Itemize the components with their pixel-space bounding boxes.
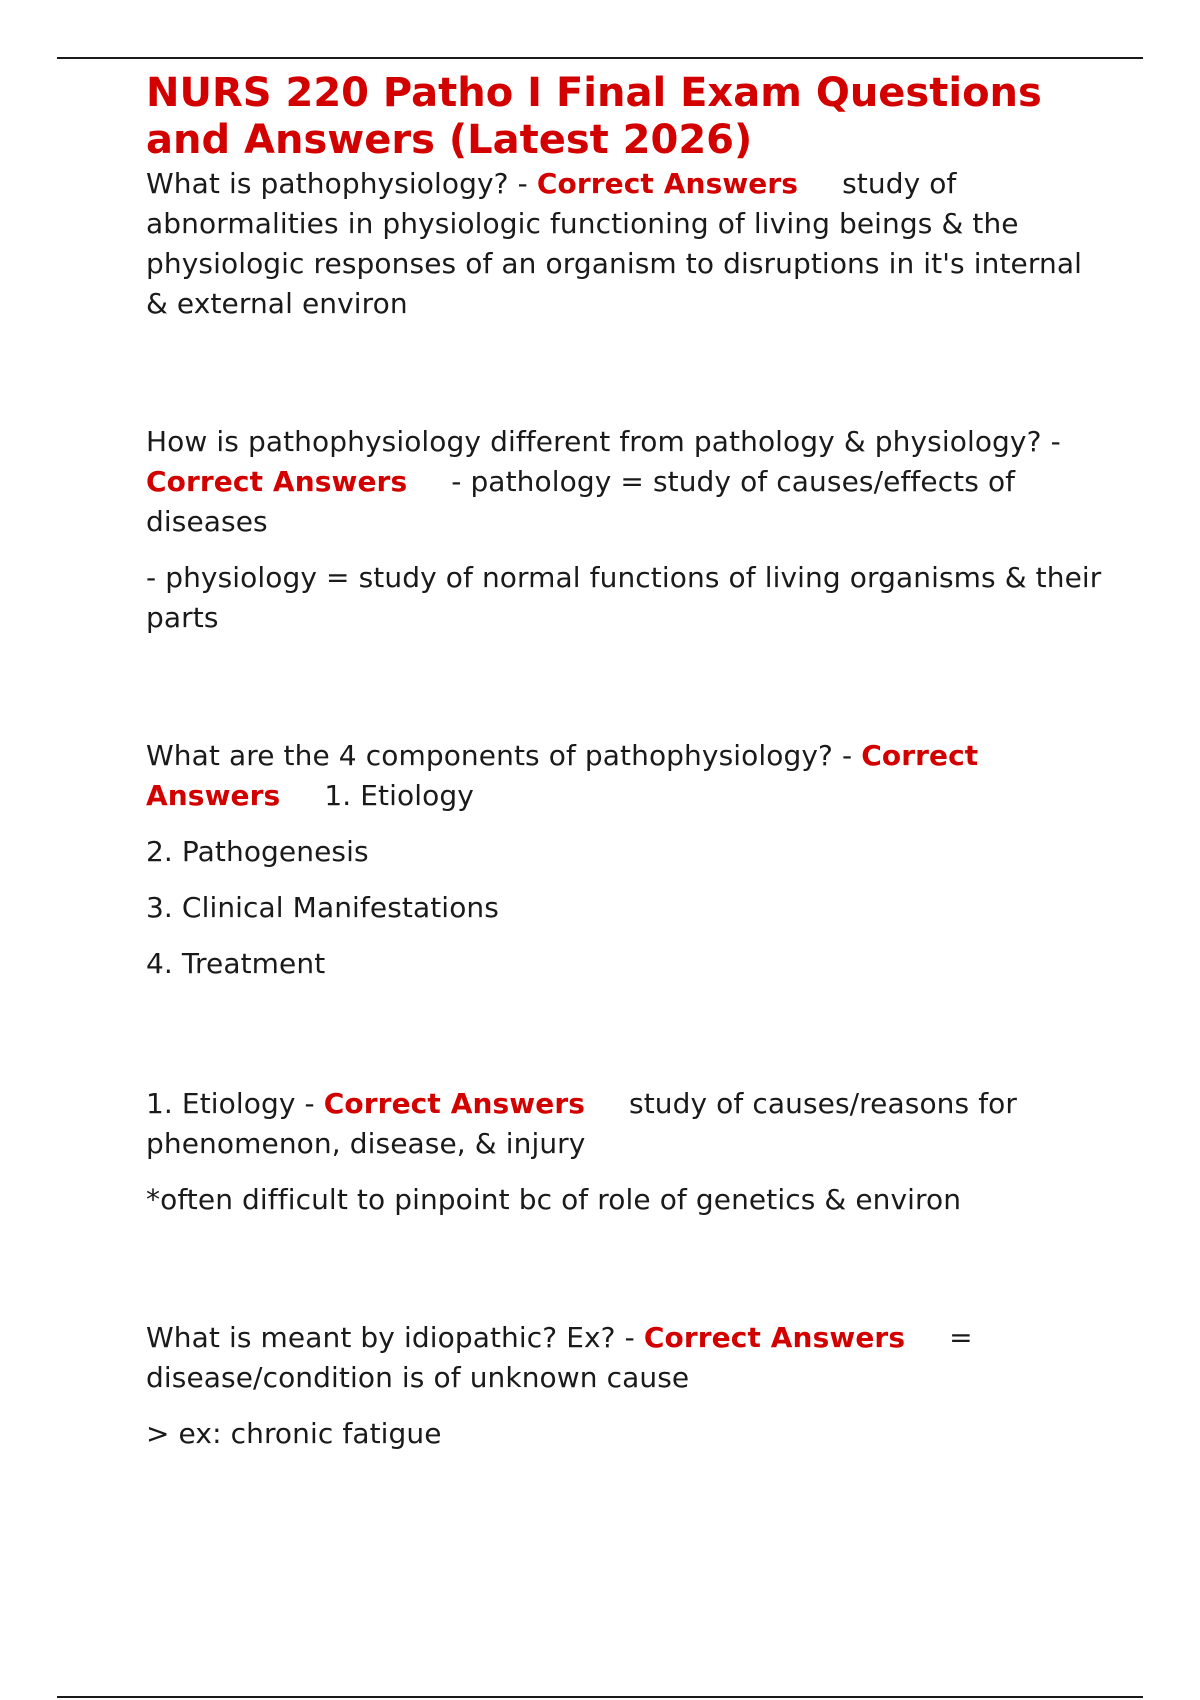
qa-paragraph [146,1084,1106,1164]
qa-item-1 [146,164,1106,324]
qa-paragraph [146,1318,1106,1398]
correct-answers-label: Correct Answers [146,465,408,498]
bottom-rule [57,1696,1143,1698]
question-text: 1. Etiology - [146,1087,324,1120]
qa-item-3 [146,736,1106,984]
answer-text: study of causes/reasons for phenomenon, disease, & injury [146,1087,1018,1160]
answer-text: study of abnormalities in physiologic functioning of living beings & the physiologic responses of an organism to disruptions in it's internal & external environ [146,167,1082,320]
document-body [146,70,1106,1454]
answer-continuation: *often difficult to pinpoint bc of role of genetics & environ [146,1183,962,1216]
answer-continuation: 2. Pathogenesis [146,835,369,868]
answer-continuation: - physiology = study of normal functions of living organisms & their parts [146,561,1102,634]
qa-paragraph [146,736,1106,816]
question-text: What is meant by idiopathic? Ex? - [146,1321,644,1354]
question-text: What is pathophysiology? - [146,167,537,200]
correct-answers-label: Correct Answers [643,1321,906,1354]
document-title: NURS 220 Patho I Final Exam Questions and Answers (Latest 2026) [146,70,1042,163]
correct-answers-label: Correct Answers [323,1087,585,1120]
question-text: What are the 4 components of pathophysiology? - [146,739,862,772]
answer-text: - pathology = study of causes/effects of diseases [146,465,1016,538]
answer-continuation: 4. Treatment [146,947,326,980]
qa-item-4 [146,1084,1106,1220]
answer-continuation: > ex: chronic fatigue [146,1417,442,1450]
qa-paragraph [146,422,1106,542]
qa-paragraph [146,164,1106,324]
correct-answers-label: Correct Answers [146,739,979,812]
correct-answers-label: Correct Answers [536,167,799,200]
answer-text: = disease/condition is of unknown cause [146,1321,973,1394]
top-rule [57,57,1143,59]
qa-item-5 [146,1318,1106,1454]
qa-item-2 [146,422,1106,638]
answer-text: 1. Etiology [324,779,474,812]
answer-continuation: 3. Clinical Manifestations [146,891,499,924]
question-text: How is pathophysiology different from pathology & physiology? - [146,425,1061,458]
